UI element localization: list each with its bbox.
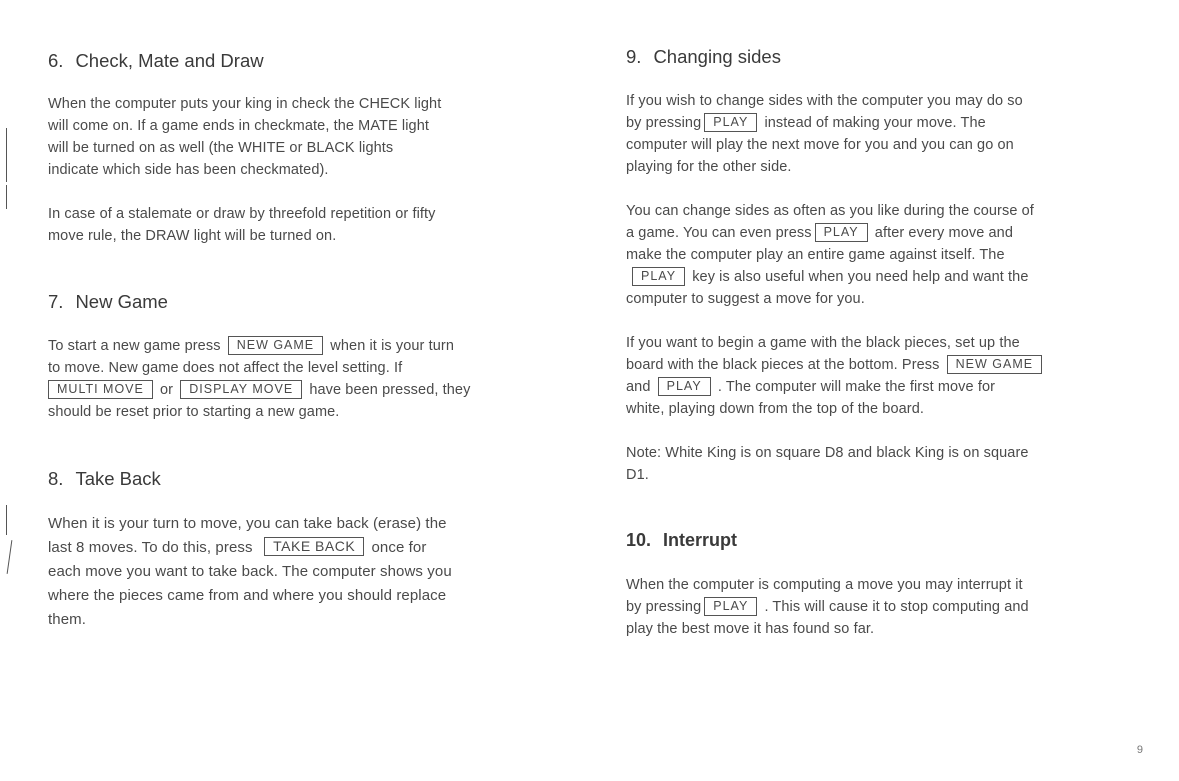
text-line: make the computer play an entire game against itself. The bbox=[626, 247, 1005, 263]
text-line: where the pieces came from and where you should replace bbox=[48, 587, 447, 604]
text-line: When the computer puts your king in check the CHECK light bbox=[48, 96, 442, 112]
section-title: Interrupt bbox=[663, 530, 738, 550]
section-number: 9. bbox=[626, 46, 642, 67]
text-fragment: . The computer will make the first move for bbox=[717, 379, 996, 395]
text-line: Note: White King is on square D8 and black King is on square bbox=[626, 445, 1029, 461]
text-line: to move. New game does not affect the level setting. If bbox=[48, 360, 403, 376]
text-line: D1. bbox=[626, 467, 649, 483]
section-number: 7. bbox=[48, 291, 64, 312]
text-line: indicate which side has been checkmated). bbox=[48, 162, 329, 178]
text-fragment: after every move and bbox=[874, 225, 1013, 241]
text-fragment: key is also useful when you need help and want the bbox=[692, 269, 1029, 285]
section-7-paragraph-1 bbox=[48, 335, 470, 423]
text-line: them. bbox=[48, 611, 87, 628]
text-fragment: by pressing bbox=[626, 115, 702, 131]
text-line: You can change sides as often as you like during the course of bbox=[626, 203, 1034, 219]
text-line: In case of a stalemate or draw by threefold repetition or fifty bbox=[48, 206, 436, 222]
text-line bbox=[48, 379, 470, 401]
text-fragment: a game. You can even press bbox=[626, 225, 812, 241]
text-line: When it is your turn to move, you can take back (erase) the bbox=[48, 515, 447, 532]
text-line: When the computer is computing a move you may interrupt it bbox=[626, 577, 1023, 593]
text-fragment: once for bbox=[371, 539, 427, 556]
section-10-paragraph-1 bbox=[626, 574, 1029, 640]
text-line: will come on. If a game ends in checkmate, the MATE light bbox=[48, 118, 429, 134]
text-line: move rule, the DRAW light will be turned on. bbox=[48, 228, 337, 244]
text-fragment: by pressing bbox=[626, 599, 702, 615]
text-fragment: when it is your turn bbox=[330, 338, 454, 354]
display-move-key: DISPLAY MOVE bbox=[180, 380, 302, 399]
section-8-heading bbox=[48, 468, 161, 490]
take-back-key: TAKE BACK bbox=[264, 537, 364, 556]
text-line: If you wish to change sides with the computer you may do so bbox=[626, 93, 1023, 109]
section-9-heading bbox=[626, 46, 781, 68]
text-line: each move you want to take back. The computer shows you bbox=[48, 563, 452, 580]
text-fragment: board with the black pieces at the bottom. Press bbox=[626, 357, 940, 373]
text-line: should be reset prior to starting a new game. bbox=[48, 404, 340, 420]
margin-mark bbox=[6, 128, 7, 182]
section-title: Check, Mate and Draw bbox=[75, 50, 264, 71]
section-title: Changing sides bbox=[653, 46, 781, 67]
section-number: 10. bbox=[626, 530, 652, 550]
section-9-paragraph-1 bbox=[626, 90, 1023, 178]
new-game-key: NEW GAME bbox=[228, 336, 323, 355]
text-line bbox=[626, 376, 1045, 398]
play-key: PLAY bbox=[658, 377, 711, 396]
text-fragment: have been pressed, they bbox=[309, 382, 471, 398]
text-line bbox=[48, 536, 452, 560]
text-line: computer to suggest a move for you. bbox=[626, 291, 865, 307]
section-number: 6. bbox=[48, 50, 64, 71]
play-key: PLAY bbox=[704, 597, 757, 616]
text-line: white, playing down from the top of the board. bbox=[626, 401, 924, 417]
text-line bbox=[626, 222, 1034, 244]
text-line: computer will play the next move for you and you can go on bbox=[626, 137, 1014, 153]
section-number: 8. bbox=[48, 468, 64, 489]
page-number: 9 bbox=[1136, 744, 1143, 756]
text-line: playing for the other side. bbox=[626, 159, 792, 175]
text-line bbox=[626, 596, 1029, 618]
margin-mark bbox=[6, 505, 7, 535]
text-fragment: or bbox=[160, 382, 174, 398]
multi-move-key: MULTI MOVE bbox=[48, 380, 153, 399]
text-fragment: last 8 moves. To do this, press bbox=[48, 539, 253, 556]
section-9-paragraph-2 bbox=[626, 200, 1034, 310]
text-line: will be turned on as well (the WHITE or BLACK lights bbox=[48, 140, 394, 156]
text-fragment: instead of making your move. The bbox=[764, 115, 986, 131]
text-line: play the best move it has found so far. bbox=[626, 621, 875, 637]
section-6-paragraph-2 bbox=[48, 203, 436, 247]
margin-mark bbox=[6, 185, 7, 209]
text-fragment: and bbox=[626, 379, 651, 395]
section-6-heading bbox=[48, 50, 264, 72]
play-key: PLAY bbox=[815, 223, 868, 242]
section-6-paragraph-1 bbox=[48, 93, 441, 181]
section-title: New Game bbox=[75, 291, 168, 312]
play-key: PLAY bbox=[704, 113, 757, 132]
text-line bbox=[626, 112, 1023, 134]
text-fragment: . This will cause it to stop computing and bbox=[764, 599, 1029, 615]
section-9-paragraph-4 bbox=[626, 442, 1029, 486]
text-fragment: To start a new game press bbox=[48, 338, 221, 354]
section-title: Take Back bbox=[75, 468, 161, 489]
section-7-heading bbox=[48, 291, 168, 313]
new-game-key: NEW GAME bbox=[947, 355, 1042, 374]
play-key: PLAY bbox=[632, 267, 685, 286]
text-line bbox=[626, 354, 1045, 376]
text-line: If you want to begin a game with the black pieces, set up the bbox=[626, 335, 1020, 351]
text-line bbox=[626, 266, 1034, 288]
section-10-heading bbox=[626, 530, 737, 551]
margin-mark bbox=[7, 540, 13, 574]
section-8-paragraph-1 bbox=[48, 512, 452, 632]
section-9-paragraph-3 bbox=[626, 332, 1045, 420]
text-line bbox=[48, 335, 470, 357]
